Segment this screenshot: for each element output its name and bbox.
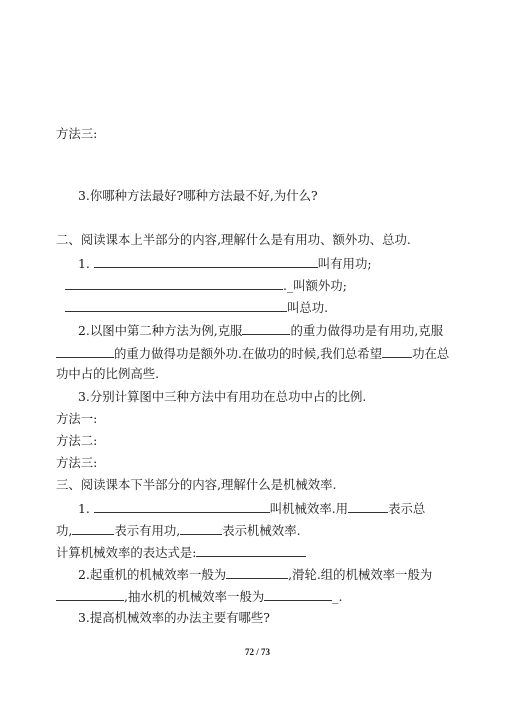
extra-work-line	[65, 277, 347, 294]
efficiency-text-d: 表示有用功,	[114, 523, 181, 538]
efficiency-values-line-2	[56, 588, 342, 605]
method-three-label: 方法三:	[56, 455, 98, 470]
method-three-label-top: 方法三:	[56, 126, 98, 141]
method-two-example-line-2	[56, 345, 449, 362]
useful-work-line	[78, 255, 372, 272]
formula-label: 计算机械效率的表达式是:	[56, 545, 197, 560]
efficiency-definition-line-1	[78, 500, 425, 517]
pulley-efficiency-text: ,滑轮.组的机械效率一般为	[288, 567, 433, 582]
extra-work-blank[interactable]	[65, 277, 283, 290]
example-text-d: 功在总	[412, 346, 450, 361]
section-three-title: 三、阅读课本下半部分的内容,理解什么是机械效率.	[56, 477, 337, 492]
extra-work-text: ._叫额外功;	[283, 278, 347, 293]
total-work-text: 叫总功.	[287, 300, 329, 315]
efficiency-text-c: 功,	[56, 523, 73, 538]
pump-efficiency-blank[interactable]	[264, 588, 332, 601]
example-text-c: 的重力做得功是额外功.在做功的时候,我们总希望	[114, 346, 383, 361]
method-two-label: 方法二:	[56, 433, 98, 448]
section-two-title: 二、阅读课本上半部分的内容,理解什么是有用功、额外功、总功.	[56, 232, 411, 247]
overcome-weight-blank-2[interactable]	[56, 345, 114, 358]
overcome-weight-blank-1[interactable]	[242, 322, 290, 335]
useful-work-blank[interactable]	[94, 255, 318, 268]
page-number: 72 / 73	[244, 647, 270, 657]
method-two-example-line-1	[78, 322, 443, 339]
efficiency-values-line-1	[78, 566, 432, 583]
useful-work-text: 叫有用功;	[317, 256, 372, 271]
total-work-line	[65, 299, 328, 316]
formula-blank[interactable]	[196, 544, 306, 557]
pump-efficiency-text: ,抽水机的机械效率一般为	[124, 589, 265, 604]
method-two-example-line-3: 功中占的比例高些.	[56, 366, 160, 381]
total-work-symbol-blank[interactable]	[348, 500, 388, 513]
efficiency-definition-blank[interactable]	[94, 500, 270, 513]
efficiency-text-b: 表示总	[388, 501, 426, 516]
useful-work-symbol-blank[interactable]	[72, 522, 114, 535]
crane-efficiency-blank[interactable]	[226, 566, 288, 579]
question-calc-ratio: 3.分别计算图中三种方法中有用功在总功中占的比例.	[78, 389, 367, 404]
hope-work-blank[interactable]	[382, 345, 412, 358]
method-one-label: 方法一:	[56, 411, 98, 426]
total-work-blank[interactable]	[65, 299, 287, 312]
item-number: 1.	[78, 256, 90, 271]
line-end-punctuation: _.	[332, 589, 343, 604]
crane-efficiency-text: 2.起重机的机械效率一般为	[78, 567, 227, 582]
question-improve-efficiency: 3.提高机械效率的办法主要有哪些?	[78, 610, 270, 625]
item-number: 1.	[78, 501, 90, 516]
efficiency-definition-line-2	[56, 522, 301, 539]
efficiency-text-e: 表示机械效率.	[222, 523, 301, 538]
efficiency-text-a: 叫机械效率.用	[269, 501, 349, 516]
example-text-b: 的重力做得功是有用功,克服	[290, 323, 444, 338]
example-text-a: 2.以图中第二种方法为例,克服	[78, 323, 243, 338]
formula-line	[56, 544, 306, 561]
efficiency-symbol-blank[interactable]	[180, 522, 222, 535]
question-best-method: 3.你哪种方法最好?哪种方法最不好,为什么?	[78, 188, 318, 203]
pulley-efficiency-blank[interactable]	[56, 588, 124, 601]
